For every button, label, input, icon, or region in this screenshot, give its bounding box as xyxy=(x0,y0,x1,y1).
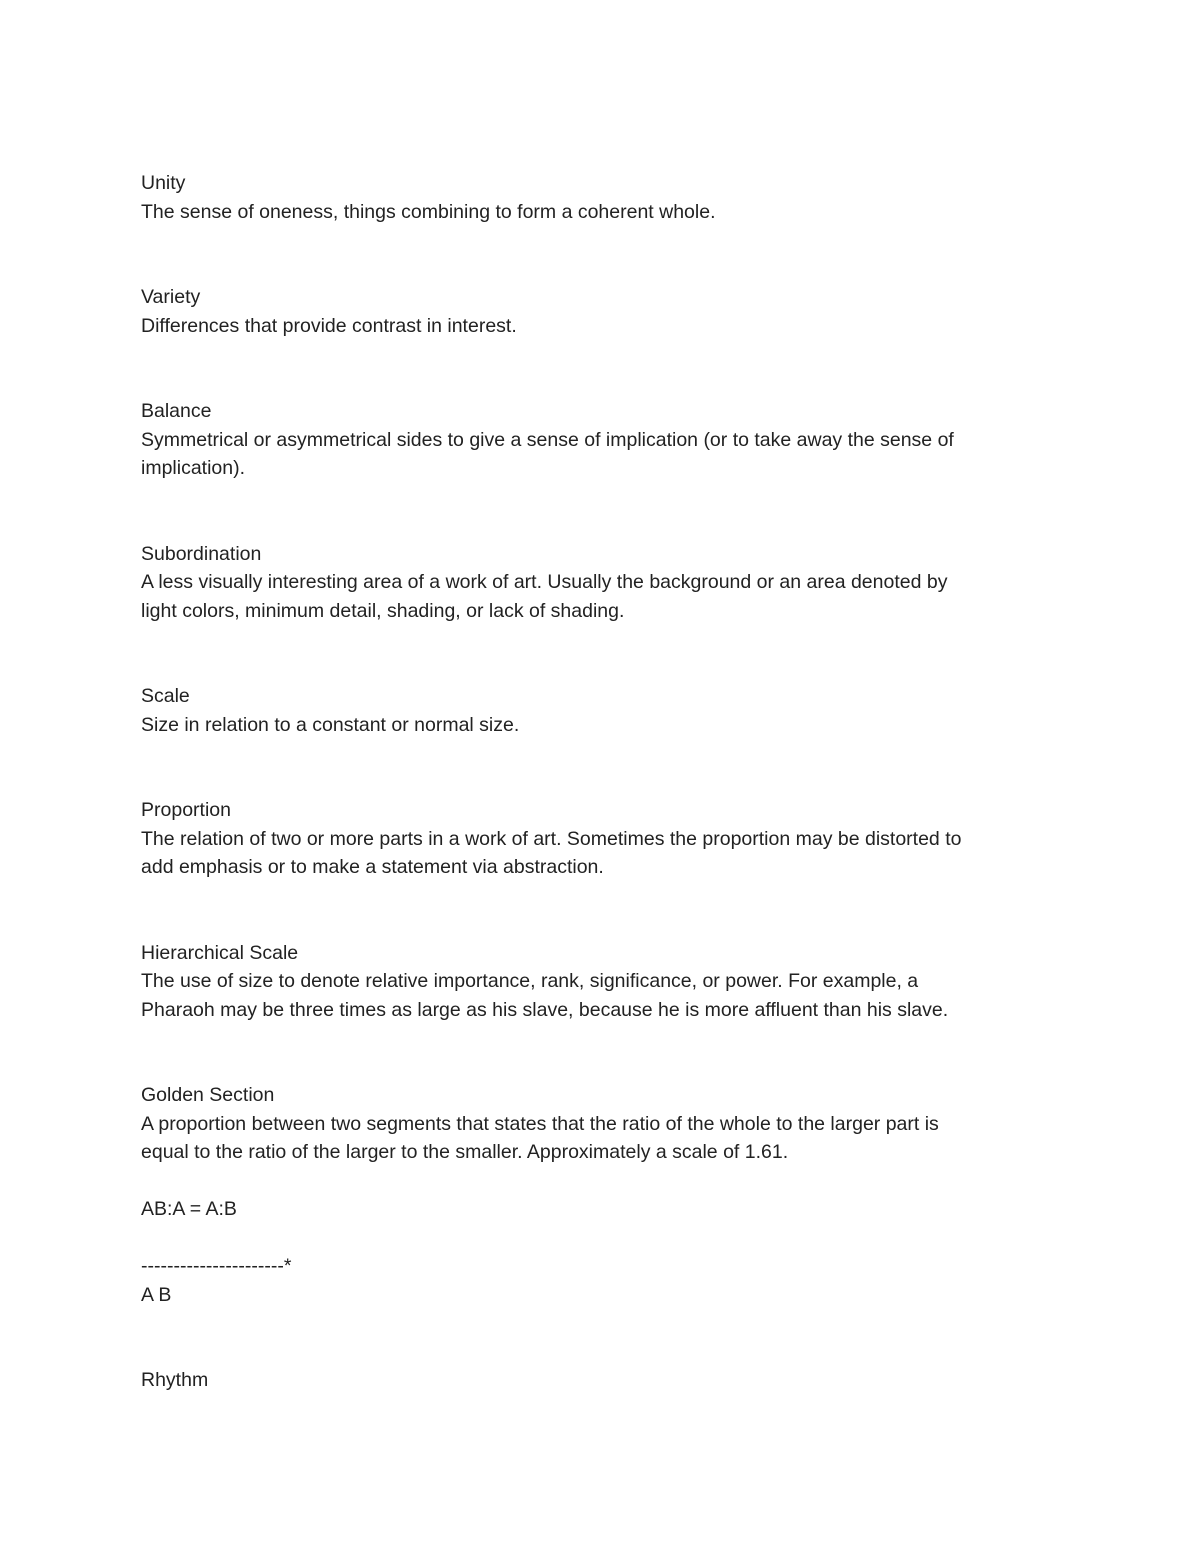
term-heading: Balance xyxy=(141,400,212,422)
term-heading: Unity xyxy=(141,172,186,194)
spacer xyxy=(141,882,1081,939)
spacer xyxy=(141,1224,1081,1253)
term-definition-line: The use of size to denote relative importance, rank, significance, or power. For example, a xyxy=(141,970,919,992)
spacer xyxy=(141,1309,1081,1366)
term-heading: Golden Section xyxy=(141,1084,275,1106)
spacer xyxy=(141,483,1081,540)
term-definition-line: add emphasis or to make a statement via abstraction. xyxy=(141,856,604,878)
entry-scale xyxy=(141,682,1081,739)
spacer xyxy=(141,739,1081,796)
term-heading: Rhythm xyxy=(141,1369,209,1391)
term-definition-line: Symmetrical or asymmetrical sides to give a sense of implication (or to take away the sense of xyxy=(141,428,954,451)
entry-balance xyxy=(141,397,1081,483)
term-definition: Size in relation to a constant or normal size. xyxy=(141,713,520,736)
term-heading: Subordination xyxy=(141,542,262,565)
term-definition: Differences that provide contrast in interest. xyxy=(141,314,517,337)
term-heading: Hierarchical Scale xyxy=(141,941,299,964)
term-definition-line: implication). xyxy=(141,457,246,479)
entry-hierarchical-scale xyxy=(141,939,1081,1025)
term-definition-line: The relation of two or more parts in a work of art. Sometimes the proportion may be distorted to xyxy=(141,827,962,850)
term-heading: Scale xyxy=(141,685,190,707)
term-definition-line: light colors, minimum detail, shading, or lack of shading. xyxy=(141,599,625,622)
entry-unity xyxy=(141,169,1081,226)
term-definition-line: Pharaoh may be three times as large as his slave, because he is more affluent than his slave. xyxy=(141,998,949,1021)
spacer xyxy=(141,226,1081,283)
formula-text: AB:A = A:B xyxy=(141,1198,237,1220)
spacer xyxy=(141,1167,1081,1196)
entry-golden-section xyxy=(141,1081,1081,1309)
spacer xyxy=(141,1024,1081,1081)
entry-rhythm xyxy=(141,1366,1081,1395)
entry-subordination xyxy=(141,540,1081,626)
spacer xyxy=(141,340,1081,397)
segment-diagram-labels: A B xyxy=(141,1283,172,1306)
document-page xyxy=(141,169,1081,1395)
term-definition-line: equal to the ratio of the larger to the smaller. Approximately a scale of 1.61. xyxy=(141,1141,789,1163)
term-heading: Variety xyxy=(141,286,201,308)
term-heading: Proportion xyxy=(141,799,231,821)
spacer xyxy=(141,625,1081,682)
segment-diagram-line: ----------------------* xyxy=(141,1255,292,1277)
term-definition-line: A less visually interesting area of a work of art. Usually the background or an area denoted by xyxy=(141,571,948,593)
entry-proportion xyxy=(141,796,1081,882)
term-definition: The sense of oneness, things combining to form a coherent whole. xyxy=(141,200,716,223)
term-definition-line: A proportion between two segments that states that the ratio of the whole to the larger part is xyxy=(141,1112,939,1135)
entry-variety xyxy=(141,283,1081,340)
